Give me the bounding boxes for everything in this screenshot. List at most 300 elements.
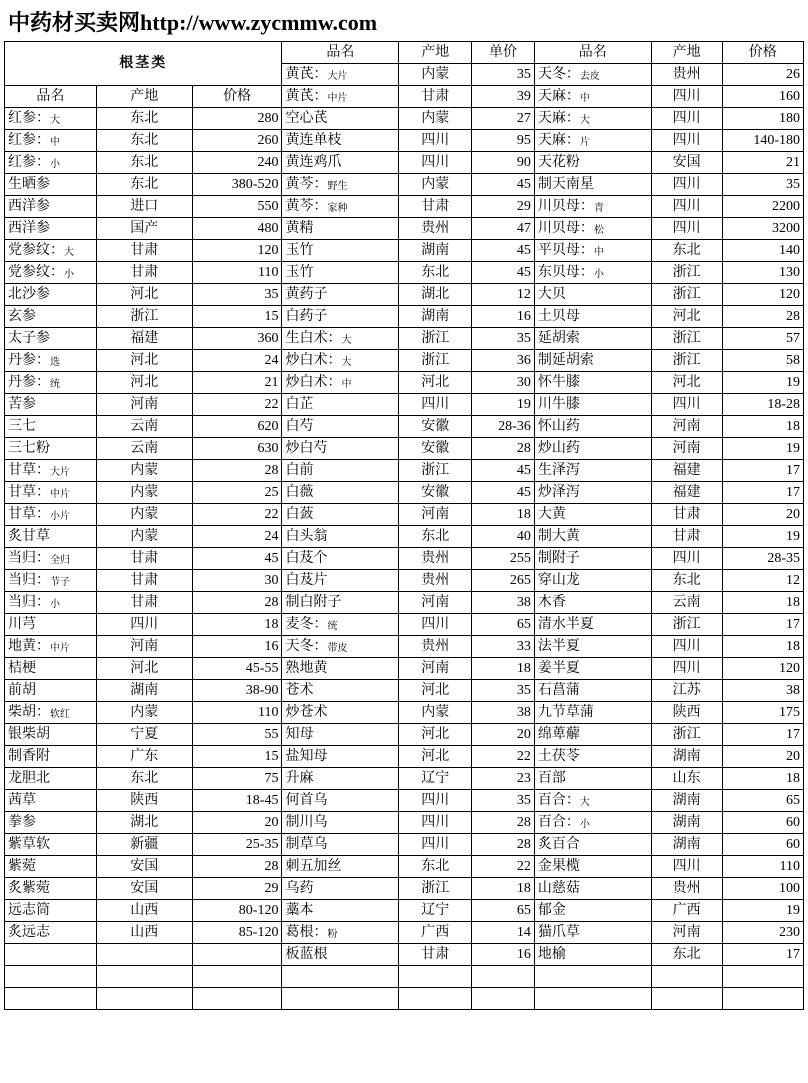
mid-item-place: 贵州 (399, 218, 472, 240)
mid-item-name: 乌药 (282, 878, 399, 900)
table-row (5, 152, 804, 174)
right-item-name: 制大黄 (534, 526, 651, 548)
right-item-name: 清水半夏 (534, 614, 651, 636)
left-item-place: 甘肃 (96, 240, 192, 262)
right-item-name: 天花粉 (534, 152, 651, 174)
right-item-place: 四川 (651, 658, 722, 680)
left-item-price: 22 (192, 394, 282, 416)
mid-item-price: 39 (472, 86, 535, 108)
left-item-place: 东北 (96, 108, 192, 130)
mid-item-name: 白芍 (282, 416, 399, 438)
mid-item-price: 12 (472, 284, 535, 306)
right-item-place: 四川 (651, 856, 722, 878)
table-row (5, 746, 804, 768)
left-item-price: 28 (192, 592, 282, 614)
table-row (5, 878, 804, 900)
mid-item-place: 河南 (399, 658, 472, 680)
mid-empty (472, 966, 535, 988)
left-item-place: 河南 (96, 394, 192, 416)
mid-item-place: 安徽 (399, 416, 472, 438)
right-item-name: 绵萆薢 (534, 724, 651, 746)
right-item-place: 东北 (651, 944, 722, 966)
mid-item-name: 天冬：带皮 (282, 636, 399, 658)
mid-item-place: 浙江 (399, 878, 472, 900)
right-item-name: 制延胡索 (534, 350, 651, 372)
table-row (5, 438, 804, 460)
right-item-place: 四川 (651, 130, 722, 152)
left-item-name: 当归：全归 (5, 548, 97, 570)
table-row (5, 108, 804, 130)
right-item-price: 60 (722, 812, 803, 834)
mid-item-price: 23 (472, 768, 535, 790)
right-item-name: 百部 (534, 768, 651, 790)
left-item-place: 福建 (96, 328, 192, 350)
left-item-price: 75 (192, 768, 282, 790)
left-item-name: 玄参 (5, 306, 97, 328)
right-item-place: 河南 (651, 922, 722, 944)
right-item-price: 17 (722, 724, 803, 746)
mid-item-name: 黄连鸡爪 (282, 152, 399, 174)
right-item-name: 山慈菇 (534, 878, 651, 900)
mid-item-name: 制白附子 (282, 592, 399, 614)
right-item-name: 川贝母：青 (534, 196, 651, 218)
mid-item-name: 黄连单枝 (282, 130, 399, 152)
right-item-name: 平贝母：中 (534, 240, 651, 262)
right-empty (651, 966, 722, 988)
left-item-place: 安国 (96, 878, 192, 900)
right-item-place: 四川 (651, 196, 722, 218)
right-item-price: 180 (722, 108, 803, 130)
mid-item-price: 22 (472, 746, 535, 768)
mid-item-price: 90 (472, 152, 535, 174)
mid-item-place: 河北 (399, 724, 472, 746)
left-item-name: 苦参 (5, 394, 97, 416)
header-right-name: 品名 (534, 42, 651, 64)
header-right-price: 价格 (722, 42, 803, 64)
left-item-name: 甘草：中片 (5, 482, 97, 504)
mid-item-place: 东北 (399, 262, 472, 284)
left-item-name: 红参：大 (5, 108, 97, 130)
left-item-name: 远志筒 (5, 900, 97, 922)
left-item-price: 28 (192, 856, 282, 878)
right-item-price: 120 (722, 658, 803, 680)
right-item-name: 穿山龙 (534, 570, 651, 592)
mid-item-price: 18 (472, 878, 535, 900)
left-item-price: 360 (192, 328, 282, 350)
left-item-place: 云南 (96, 438, 192, 460)
right-item-name: 大贝 (534, 284, 651, 306)
mid-item-name: 制草乌 (282, 834, 399, 856)
right-item-price: 3200 (722, 218, 803, 240)
left-empty (192, 966, 282, 988)
left-item-name: 龙胆北 (5, 768, 97, 790)
mid-item-price: 65 (472, 900, 535, 922)
mid-item-name: 板蓝根 (282, 944, 399, 966)
left-item-name: 太子参 (5, 328, 97, 350)
mid-item-price: 45 (472, 240, 535, 262)
right-item-place: 浙江 (651, 350, 722, 372)
mid-item-price: 28 (472, 812, 535, 834)
mid-item-price: 33 (472, 636, 535, 658)
left-empty (192, 944, 282, 966)
header-mid-name: 品名 (282, 42, 399, 64)
left-item-price: 21 (192, 372, 282, 394)
left-item-place: 甘肃 (96, 570, 192, 592)
table-row (5, 944, 804, 966)
left-item-place: 河北 (96, 350, 192, 372)
right-item-price: 110 (722, 856, 803, 878)
mid-item-price: 35 (472, 64, 535, 86)
mid-item-name: 苍术 (282, 680, 399, 702)
right-empty (534, 988, 651, 1010)
right-item-place: 贵州 (651, 64, 722, 86)
right-item-name: 川贝母：松 (534, 218, 651, 240)
left-item-name: 三七粉 (5, 438, 97, 460)
left-item-price: 280 (192, 108, 282, 130)
mid-item-name: 炒白术：中 (282, 372, 399, 394)
left-item-place: 东北 (96, 152, 192, 174)
left-item-name: 柴胡：软红 (5, 702, 97, 724)
mid-item-name: 熟地黄 (282, 658, 399, 680)
mid-item-price: 28 (472, 834, 535, 856)
right-item-price: 26 (722, 64, 803, 86)
table-row (5, 900, 804, 922)
left-item-name: 当归：节子 (5, 570, 97, 592)
left-item-price: 45-55 (192, 658, 282, 680)
right-item-name: 炒山药 (534, 438, 651, 460)
left-item-place: 东北 (96, 768, 192, 790)
right-item-price: 17 (722, 614, 803, 636)
right-item-price: 28 (722, 306, 803, 328)
table-row (5, 42, 804, 64)
left-item-price: 28 (192, 460, 282, 482)
mid-item-name: 白前 (282, 460, 399, 482)
right-item-place: 山东 (651, 768, 722, 790)
mid-item-price: 47 (472, 218, 535, 240)
mid-item-name: 白芷 (282, 394, 399, 416)
right-item-name: 延胡索 (534, 328, 651, 350)
mid-item-price: 255 (472, 548, 535, 570)
mid-item-name: 麦冬：统 (282, 614, 399, 636)
mid-item-price: 28 (472, 438, 535, 460)
right-item-place: 四川 (651, 174, 722, 196)
mid-item-place: 安徽 (399, 438, 472, 460)
mid-item-price: 36 (472, 350, 535, 372)
mid-item-price: 95 (472, 130, 535, 152)
table-row (5, 966, 804, 988)
mid-item-place: 浙江 (399, 328, 472, 350)
right-item-price: 120 (722, 284, 803, 306)
right-item-place: 河北 (651, 306, 722, 328)
left-empty (96, 988, 192, 1010)
table-row (5, 328, 804, 350)
mid-item-place: 河北 (399, 680, 472, 702)
right-item-name: 天麻：中 (534, 86, 651, 108)
mid-item-price: 27 (472, 108, 535, 130)
table-row (5, 306, 804, 328)
left-item-price: 45 (192, 548, 282, 570)
right-item-name: 法半夏 (534, 636, 651, 658)
right-item-name: 百合：大 (534, 790, 651, 812)
right-item-place: 甘肃 (651, 504, 722, 526)
site-title: 中药材买卖网http://www.zycmmw.com (8, 10, 378, 35)
left-item-name: 炙甘草 (5, 526, 97, 548)
right-item-place: 福建 (651, 460, 722, 482)
left-item-name: 甘草：小片 (5, 504, 97, 526)
mid-empty (399, 966, 472, 988)
table-row (5, 834, 804, 856)
mid-item-name: 盐知母 (282, 746, 399, 768)
table-row (5, 548, 804, 570)
mid-item-name: 升麻 (282, 768, 399, 790)
table-body (5, 42, 804, 1010)
section-title-cell: 根茎类 (5, 42, 282, 86)
table-row (5, 196, 804, 218)
table-row (5, 218, 804, 240)
mid-item-price: 65 (472, 614, 535, 636)
table-row (5, 614, 804, 636)
mid-item-name: 葛根：粉 (282, 922, 399, 944)
mid-item-name: 炒苍术 (282, 702, 399, 724)
left-item-price: 24 (192, 350, 282, 372)
table-row (5, 460, 804, 482)
mid-item-price: 38 (472, 702, 535, 724)
right-item-price: 18 (722, 592, 803, 614)
left-item-place: 云南 (96, 416, 192, 438)
left-item-place: 甘肃 (96, 592, 192, 614)
right-item-place: 浙江 (651, 262, 722, 284)
left-item-place: 湖北 (96, 812, 192, 834)
right-item-name: 土贝母 (534, 306, 651, 328)
right-item-price: 18-28 (722, 394, 803, 416)
right-item-place: 四川 (651, 86, 722, 108)
right-item-price: 160 (722, 86, 803, 108)
mid-item-price: 16 (472, 944, 535, 966)
table-row (5, 768, 804, 790)
left-item-place: 安国 (96, 856, 192, 878)
right-item-name: 猫爪草 (534, 922, 651, 944)
mid-item-price: 28-36 (472, 416, 535, 438)
right-item-name: 怀牛膝 (534, 372, 651, 394)
left-item-price: 120 (192, 240, 282, 262)
left-item-name: 前胡 (5, 680, 97, 702)
mid-empty (282, 988, 399, 1010)
left-item-name: 紫草软 (5, 834, 97, 856)
mid-item-place: 辽宁 (399, 768, 472, 790)
right-item-place: 四川 (651, 108, 722, 130)
left-item-price: 25 (192, 482, 282, 504)
table-row (5, 812, 804, 834)
right-item-price: 175 (722, 702, 803, 724)
mid-item-price: 35 (472, 328, 535, 350)
right-item-price: 140-180 (722, 130, 803, 152)
table-row (5, 174, 804, 196)
right-item-place: 东北 (651, 570, 722, 592)
left-item-place: 山西 (96, 922, 192, 944)
right-item-price: 19 (722, 438, 803, 460)
header-mid-place: 产地 (399, 42, 472, 64)
left-item-price: 110 (192, 702, 282, 724)
right-item-name: 石菖蒲 (534, 680, 651, 702)
mid-item-name: 空心芪 (282, 108, 399, 130)
mid-item-price: 38 (472, 592, 535, 614)
left-item-name: 丹参：统 (5, 372, 97, 394)
left-item-place: 山西 (96, 900, 192, 922)
mid-item-name: 何首乌 (282, 790, 399, 812)
right-item-price: 230 (722, 922, 803, 944)
left-item-name: 制香附 (5, 746, 97, 768)
left-empty (96, 966, 192, 988)
mid-item-place: 四川 (399, 834, 472, 856)
mid-item-name: 藁本 (282, 900, 399, 922)
mid-item-place: 广西 (399, 922, 472, 944)
mid-item-name: 白头翁 (282, 526, 399, 548)
right-item-place: 浙江 (651, 284, 722, 306)
right-item-place: 福建 (651, 482, 722, 504)
left-item-place: 宁夏 (96, 724, 192, 746)
right-item-name: 姜半夏 (534, 658, 651, 680)
mid-item-price: 45 (472, 262, 535, 284)
mid-item-price: 40 (472, 526, 535, 548)
right-empty (722, 966, 803, 988)
table-row (5, 570, 804, 592)
mid-item-place: 贵州 (399, 548, 472, 570)
right-item-place: 四川 (651, 548, 722, 570)
left-item-place: 东北 (96, 174, 192, 196)
table-row (5, 526, 804, 548)
right-item-place: 云南 (651, 592, 722, 614)
mid-item-place: 浙江 (399, 350, 472, 372)
right-item-price: 20 (722, 504, 803, 526)
left-item-price: 16 (192, 636, 282, 658)
table-row (5, 702, 804, 724)
mid-item-price: 35 (472, 680, 535, 702)
table-row (5, 922, 804, 944)
right-item-name: 大黄 (534, 504, 651, 526)
right-item-price: 18 (722, 768, 803, 790)
right-item-name: 天麻：大 (534, 108, 651, 130)
left-item-name: 三七 (5, 416, 97, 438)
right-item-price: 17 (722, 460, 803, 482)
right-item-name: 地榆 (534, 944, 651, 966)
table-row (5, 130, 804, 152)
mid-item-place: 河南 (399, 592, 472, 614)
mid-item-name: 黄药子 (282, 284, 399, 306)
left-item-name: 银柴胡 (5, 724, 97, 746)
left-item-price: 38-90 (192, 680, 282, 702)
mid-item-place: 内蒙 (399, 702, 472, 724)
left-item-place: 内蒙 (96, 460, 192, 482)
mid-item-place: 浙江 (399, 460, 472, 482)
mid-item-name: 制川乌 (282, 812, 399, 834)
left-item-place: 国产 (96, 218, 192, 240)
mid-item-place: 东北 (399, 526, 472, 548)
right-item-name: 木香 (534, 592, 651, 614)
left-item-place: 河北 (96, 284, 192, 306)
mid-item-place: 内蒙 (399, 108, 472, 130)
mid-empty (282, 966, 399, 988)
left-item-name: 川芎 (5, 614, 97, 636)
right-item-price: 38 (722, 680, 803, 702)
left-item-name: 红参：小 (5, 152, 97, 174)
right-item-name: 生泽泻 (534, 460, 651, 482)
left-item-place: 内蒙 (96, 702, 192, 724)
right-item-name: 郁金 (534, 900, 651, 922)
price-table (4, 41, 804, 1010)
mid-item-place: 甘肃 (399, 196, 472, 218)
left-item-name: 生晒参 (5, 174, 97, 196)
right-item-place: 安国 (651, 152, 722, 174)
mid-item-name: 生白术：大 (282, 328, 399, 350)
mid-item-price: 29 (472, 196, 535, 218)
left-item-price: 30 (192, 570, 282, 592)
table-row (5, 262, 804, 284)
right-empty (722, 988, 803, 1010)
left-item-price: 85-120 (192, 922, 282, 944)
right-item-name: 炒泽泻 (534, 482, 651, 504)
mid-item-place: 四川 (399, 394, 472, 416)
left-item-place: 四川 (96, 614, 192, 636)
mid-item-price: 30 (472, 372, 535, 394)
right-item-place: 湖南 (651, 812, 722, 834)
table-row (5, 680, 804, 702)
left-item-place: 湖南 (96, 680, 192, 702)
left-item-place: 内蒙 (96, 526, 192, 548)
left-item-price: 380-520 (192, 174, 282, 196)
mid-item-place: 四川 (399, 790, 472, 812)
right-item-place: 浙江 (651, 724, 722, 746)
right-item-place: 四川 (651, 394, 722, 416)
mid-item-price: 14 (472, 922, 535, 944)
table-row (5, 504, 804, 526)
left-empty (5, 966, 97, 988)
left-item-place: 浙江 (96, 306, 192, 328)
left-item-place: 河北 (96, 372, 192, 394)
mid-item-place: 甘肃 (399, 86, 472, 108)
table-row (5, 658, 804, 680)
left-item-price: 620 (192, 416, 282, 438)
mid-item-name: 炒白术：大 (282, 350, 399, 372)
right-item-name: 怀山药 (534, 416, 651, 438)
right-item-place: 湖南 (651, 746, 722, 768)
left-item-price: 15 (192, 746, 282, 768)
table-row (5, 416, 804, 438)
left-item-price: 18 (192, 614, 282, 636)
mid-item-name: 白蔹 (282, 504, 399, 526)
mid-item-place: 河北 (399, 372, 472, 394)
left-item-name: 党参纹：小 (5, 262, 97, 284)
right-item-price: 130 (722, 262, 803, 284)
right-item-place: 湖南 (651, 834, 722, 856)
right-item-name: 天冬：去皮 (534, 64, 651, 86)
left-item-price: 35 (192, 284, 282, 306)
left-item-place: 内蒙 (96, 504, 192, 526)
mid-item-place: 内蒙 (399, 64, 472, 86)
mid-item-place: 甘肃 (399, 944, 472, 966)
right-item-price: 57 (722, 328, 803, 350)
mid-item-price: 265 (472, 570, 535, 592)
table-row (5, 856, 804, 878)
table-row (5, 284, 804, 306)
left-item-price: 22 (192, 504, 282, 526)
mid-item-place: 河南 (399, 504, 472, 526)
table-row (5, 790, 804, 812)
right-item-price: 20 (722, 746, 803, 768)
mid-item-place: 四川 (399, 152, 472, 174)
mid-item-place: 四川 (399, 812, 472, 834)
mid-item-price: 18 (472, 504, 535, 526)
left-item-price: 240 (192, 152, 282, 174)
